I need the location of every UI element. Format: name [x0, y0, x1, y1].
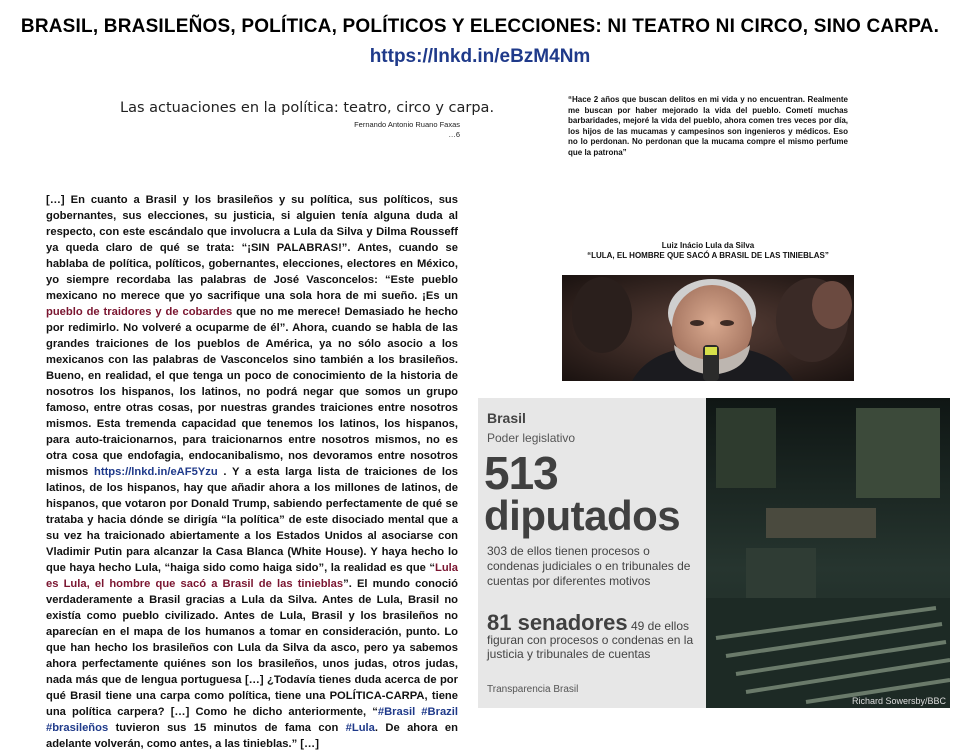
- essay-link[interactable]: https://lnkd.in/eAF5Yzu: [94, 466, 218, 478]
- quote-text: “Hace 2 años que buscan delitos en mi vida y no encuentran. Realmente me buscan por haber mejorado la vida del pueblo. Cometí muchas barbaridades, mejoré la vida del pueblo, ahora comen tres veces por día, los hijos de las mucamas y campesinos son ingenieros y médicos. Eso no lo perdonan. No perdonan que la mucama compre el mismo perfume que la patrona”: [568, 95, 848, 157]
- infographic-source: Transparencia Brasil: [487, 684, 579, 695]
- quote-tagline: “LULA, EL HOMBRE QUE SACÓ A BRASIL DE LAS TINIEBLAS”: [587, 251, 829, 260]
- photo-credit: Richard Sowersby/BBC: [851, 696, 946, 706]
- deputies-count: 513: [484, 447, 558, 499]
- lula-photo: [562, 275, 854, 381]
- congress-chamber-illustration: [706, 398, 950, 708]
- essay-text: ”. El mundo conoció verdaderamente a Brasil gracias a Lula da Silva. Antes de Lula, Brasil no existía como pueblo civilizado. Antes de Lula, Brasil y los brasileños no aparecían en el mapa de los humanos a tomar en consideración, punto. Lo que han hecho los brasileños con Lula da Silva da asco, pero ya sabemos ahora perfectamente quiénes son los brasileños, unos judas, otros judas, nada más que de lengua portuguesa […] ¿Todavía tienes duda acerca de por qué Brasil tiene una carpa como política, tiene una POLÍTICA-CARPA, tiene una política carpera? […] Como he dicho anteriormente, “: [46, 578, 458, 718]
- essay-header: [120, 100, 495, 139]
- infographic-text-panel: [478, 398, 706, 708]
- hashtag-lula[interactable]: #Lula: [345, 722, 375, 734]
- senators-block: [487, 610, 703, 661]
- infographic: [478, 398, 950, 708]
- essay-text: que no me merece! Demasiado he hecho por redimirlo. No volveré a ocuparme de él”. Ahora, cuando se habla de las grandes traiciones de los pueblos de América, ya no sólo asocio a los mexicanos con las palabras de Vasconcelos sino también a los brasileños. Bueno, en realidad, el que tenga un poco de conocimiento de la historia de nosotros los hispanos, los latinos, no podrá negar que somos un grupo famoso, entre otras cosas, por nuestras grandes traiciones entre nosotros mismos. Esta tremenda capacidad que tenemos los latinos, los hispanos, para auto-traicionarnos, para traicionarnos entre nosotros mismos, no es otra cosa que endofagia, endocanibalismo, nos devoramos entre nosotros mismos: [46, 306, 458, 478]
- congress-photo: [706, 398, 950, 708]
- infographic-branch: Poder legislativo: [487, 431, 576, 445]
- senators-count: 81 senadores: [487, 610, 628, 635]
- essay-text: […] En cuanto a Brasil y los brasileños y su política, sus políticos, sus gobernantes, sus elecciones, su justicia, si alguien tenía alguna duda al respecto, con este escándalo que involucra a Lula da Silva y Dilma Rousseff ya queda claro de qué se trata: “¡SIN PALABRAS!”. Antes, cuando se hablaba de política, políticos, gobernantes, elecciones, electores en México, yo siempre recordaba las palabras de José Vasconcelos: “Este pueblo mexicano no merece que yo sacrifique una sola hora de mi sueño. ¡Es un: [46, 194, 458, 302]
- title-link[interactable]: https://lnkd.in/eBzM4Nm: [369, 46, 591, 67]
- deputies-label: diputados: [484, 492, 681, 539]
- infographic-country: Brasil: [487, 410, 526, 426]
- essay-page: …6: [448, 130, 460, 139]
- quote-attribution: [562, 241, 854, 261]
- quote-panel: [562, 87, 854, 381]
- essay-heading: Las actuaciones en la política: teatro, circo y carpa.: [120, 100, 495, 116]
- essay-text: . De ahora en adelante volverán, como antes, a las tinieblas.” […]: [46, 722, 458, 750]
- essay-highlight: pueblo de traidores y de cobardes: [46, 306, 233, 318]
- hashtags[interactable]: #Brasil #Brazil #brasileños: [46, 706, 458, 734]
- lula-photo-illustration: [562, 275, 854, 381]
- essay-text: . Y a esta larga lista de traiciones de los latinos, de los hispanos, hay que añadir ahora a los millones de latinos, de hispanos, que votaron por Donald Trump, sabiendo perfectamente de qué se trataba y hacia dónde se dirigía “la política” de este disociado mental que a su vez ha traicionado abiertamente a los Estados Unidos al asociarse con Vladimir Putin para alcanzar la Casa Blanca (White House). Y haya hecho lo que haya hecho Lula, “haiga sido como haiga sido”, la realidad es que “: [46, 466, 458, 574]
- essay-highlight: Lula es Lula, el hombre que sacó a Brasil de las tinieblas: [46, 562, 458, 590]
- senators-note: 49 de ellos figuran con procesos o condenas en la justicia y tribunales de cuentas: [487, 619, 694, 661]
- essay-body: [46, 192, 458, 752]
- deputies-note: 303 de ellos tienen procesos o condenas judiciales o en tribunales de cuentas por diferentes motivos: [487, 544, 691, 588]
- essay-text: tuvieron sus 15 minutos de fama con: [108, 722, 346, 734]
- page-title: BRASIL, BRASILEÑOS, POLÍTICA, POLÍTICOS Y ELECCIONES: NI TEATRO NI CIRCO, SINO CARPA.: [20, 16, 940, 37]
- quote-name: Luiz Inácio Lula da Silva: [661, 241, 755, 250]
- essay-author: Fernando Antonio Ruano Faxas: [354, 120, 460, 129]
